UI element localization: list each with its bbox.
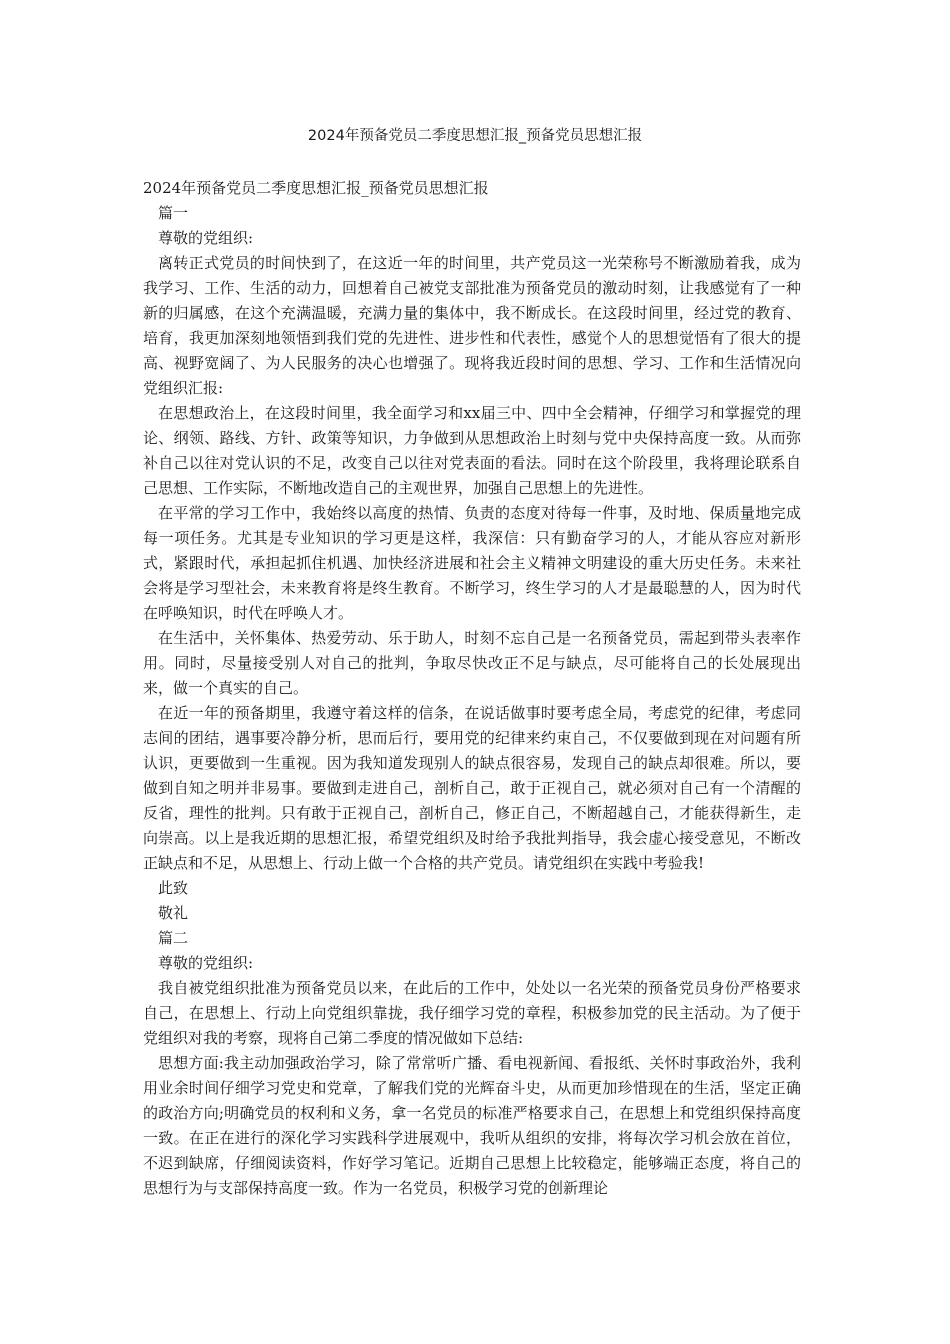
- paragraph: 在近一年的预备期里，我遵守着这样的信条，在说话做事时要考虑全局，考虑党的纪律，考虑同志间的团结，遇事要冷静分析，思而后行，要用党的纪律来约束自己，不仅要做到现在对问题有所认识，更要做到一生重视。因为我知道发现别人的缺点很容易，发现自己的缺点却很难。所以，要做到自知之明并非易事。要做到走进自己，剖析自己，敢于正视自己，就必须对自己有一个清醒的反省，理性的批判。只有敢于正视自己，剖析自己，修正自己，不断超越自己，才能获得新生，走向崇高。以上是我近期的思想汇报，希望党组织及时给予我批判指导，我会虚心接受意见，不断改正缺点和不足，从思想上、行动上做一个合格的共产党员。请党组织在实践中考验我!: [143, 704, 801, 872]
- paragraph: 在平常的学习工作中，我始终以高度的热情、负责的态度对待每一件事，及时地、保质量地完成每一项任务。尤其是专业知识的学习更是这样，我深信：只有勤奋学习的人，才能从容应对新形式，紧跟时代，承担起抓住机遇、加快经济进展和社会主义精神文明建设的重大历史任务。未来社会将是学习型社会，未来教育将是终生教育。不断学习，终生学习的人才是最聪慧的人，因为时代在呼唤知识，时代在呼唤人才。: [143, 504, 801, 622]
- paragraph: 离转正式党员的时间快到了，在这近一年的时间里，共产党员这一光荣称号不断激励着我，成为我学习、工作、生活的动力，回想着自己被党支部批准为预备党员的激动时刻，让我感觉有了一种新的归属感，在这个充满温暖，充满力量的集体中，我不断成长。在这段时间里，经过党的教育、培育，我更加深刻地领悟到我们党的先进性、进步性和代表性，感觉个人的思想觉悟有了很大的提高、视野宽阔了、为人民服务的决心也增强了。现将我近段时间的思想、学习、工作和生活情况向党组织汇报:: [143, 254, 801, 397]
- document-body: [143, 176, 801, 1201]
- paragraph: 在生活中，关怀集体、热爱劳动、乐于助人，时刻不忘自己是一名预备党员，需起到带头表率作用。同时，尽量接受别人对自己的批判，争取尽快改正不足与缺点，尽可能将自己的长处展现出来，做一个真实的自己。: [143, 629, 801, 697]
- document-subtitle: 2024年预备党员二季度思想汇报_预备党员思想汇报: [143, 179, 489, 197]
- paragraph: 在思想政治上，在这段时间里，我全面学习和xx届三中、四中全会精神，仔细学习和掌握党的理论、纲领、路线、方针、政策等知识，力争做到从思想政治上时刻与党中央保持高度一致。从而弥补自己以往对党认识的不足，改变自己以往对党表面的看法。同时在这个阶段里，我将理论联系自己思想、工作实际，不断地改造自己的主观世界，加强自己思想上的先进性。: [143, 404, 801, 497]
- closing-line: 敬礼: [158, 904, 189, 922]
- part-label: 篇一: [158, 204, 189, 222]
- part-label: 篇二: [158, 929, 189, 947]
- paragraph: 思想方面:我主动加强政治学习，除了常常听广播、看电视新闻、看报纸、关怀时事政治外，我利用业余时间仔细学习党史和党章，了解我们党的光辉奋斗史，从而更加珍惜现在的生活，坚定正确的政治方向;明确党员的权利和义务，拿一名党员的标准严格要求自己，在思想上和党组织保持高度一致。在正在进行的深化学习实践科学进展观中，我听从组织的安排，将每次学习机会放在首位，不迟到缺席，仔细阅读资料，作好学习笔记。近期自己思想上比较稳定，能够端正态度，将自己的思想行为与支部保持高度一致。作为一名党员，积极学习党的创新理论: [143, 1054, 801, 1197]
- paragraph: 我自被党组织批准为预备党员以来，在此后的工作中，处处以一名光荣的预备党员身份严格要求自己，在思想上、行动上向党组织靠拢，我仔细学习党的章程，积极参加党的民主活动。为了便于党组织对我的考察，现将自己第二季度的情况做如下总结:: [143, 979, 801, 1047]
- document-title: 2024年预备党员二季度思想汇报_预备党员思想汇报: [307, 128, 643, 144]
- salutation: 尊敬的党组织:: [158, 954, 254, 972]
- closing-line: 此致: [158, 879, 189, 897]
- salutation: 尊敬的党组织:: [158, 229, 254, 247]
